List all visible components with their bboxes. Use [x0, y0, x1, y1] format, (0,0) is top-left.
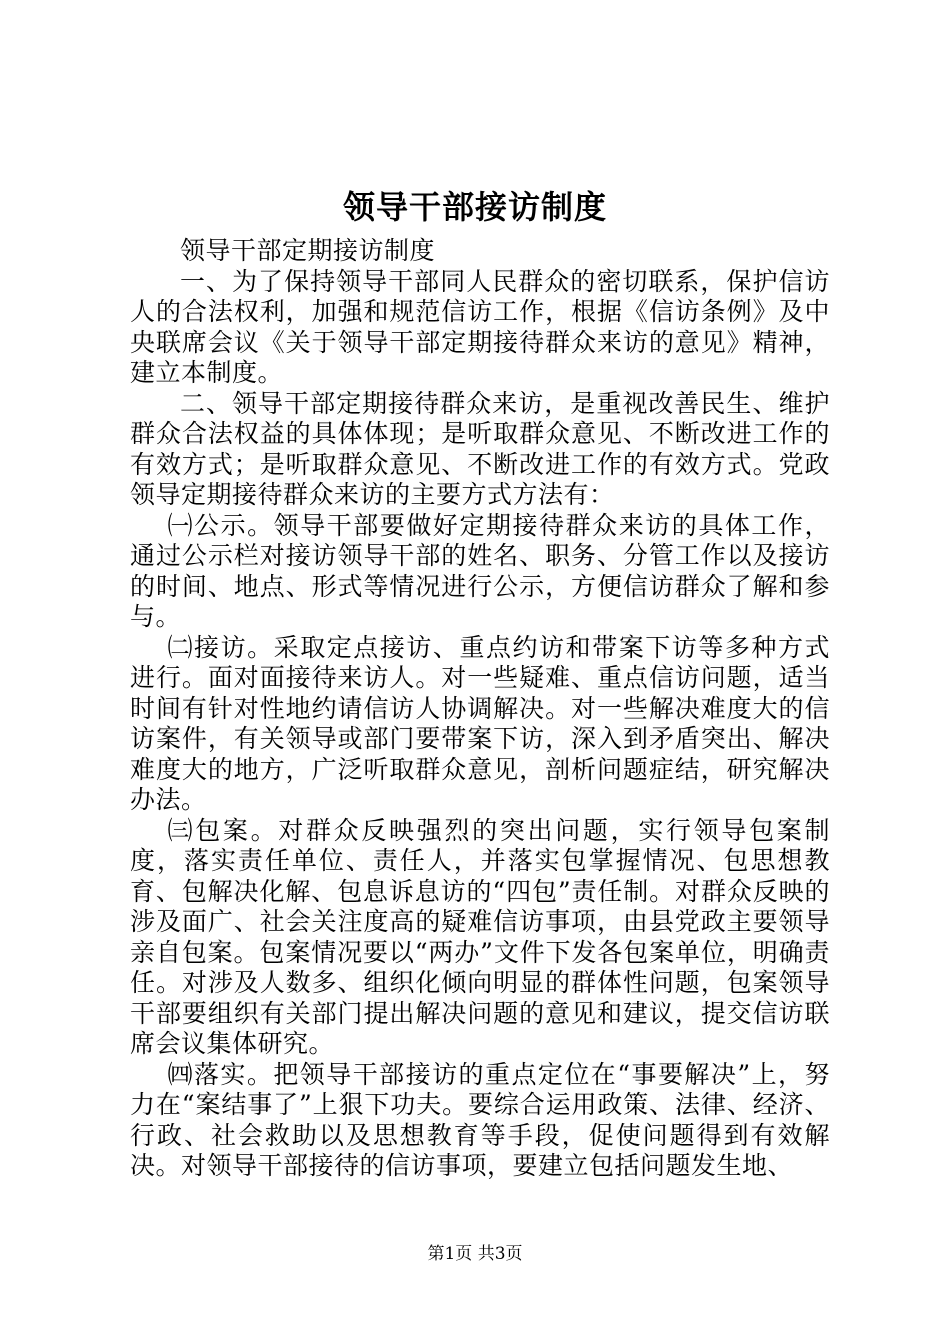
- paragraph-reception: ㈡接访。采取定点接访、重点约访和带案下访等多种方式进行。面对面接待来访人。对一些疑难、重点信访问题，适当时间有针对性地约请信访人协调解决。对一些解决难度大的信访案件，有关领导或部门要带案下访，深入到矛盾突出、解决难度大的地方，广泛听取群众意见，剖析问题症结，研究解决办法。: [130, 632, 830, 814]
- page-footer: 第1页 共3页: [427, 1244, 523, 1264]
- paragraph-methods: 二、领导干部定期接待群众来访，是重视改善民生、维护群众合法权益的具体体现；是听取群众意见、不断改进工作的有效方式；是听取群众意见、不断改进工作的有效方式。党政领导定期接待群众来访的主要方式方法有：: [130, 388, 830, 509]
- paragraph-publicity: ㈠公示。领导干部要做好定期接待群众来访的具体工作，通过公示栏对接访领导干部的姓名、职务、分管工作以及接访的时间、地点、形式等情况进行公示，方便信访群众了解和参与。: [130, 510, 830, 631]
- paragraph-purpose: 一、为了保持领导干部同人民群众的密切联系，保护信访人的合法权利，加强和规范信访工作，根据《信访条例》及中央联席会议《关于领导干部定期接待群众来访的意见》精神，建立本制度。: [130, 266, 830, 387]
- subtitle-paragraph: 领导干部定期接访制度: [180, 236, 436, 265]
- document-title: 领导干部接访制度: [342, 188, 607, 226]
- document-body: [130, 236, 830, 1182]
- paragraph-case-responsibility: ㈢包案。对群众反映强烈的突出问题，实行领导包案制度，落实责任单位、责任人，并落实包掌握情况、包思想教育、包解决化解、包息诉息访的“四包”责任制。对群众反映的涉及面广、社会关注度高的疑难信访事项，由县党政主要领导亲自包案。包案情况要以“两办”文件下发各包案单位，明确责任。对涉及人数多、组织化倾向明显的群体性问题，包案领导干部要组织有关部门提出解决问题的意见和建议，提交信访联席会议集体研究。: [130, 815, 830, 1058]
- paragraph-implementation: ㈣落实。把领导干部接访的重点定位在“事要解决”上，努力在“案结事了”上狠下功夫。要综合运用政策、法律、经济、行政、社会救助以及思想教育等手段，促使问题得到有效解决。对领导干部接待的信访事项，要建立包括问题发生地、: [130, 1059, 830, 1180]
